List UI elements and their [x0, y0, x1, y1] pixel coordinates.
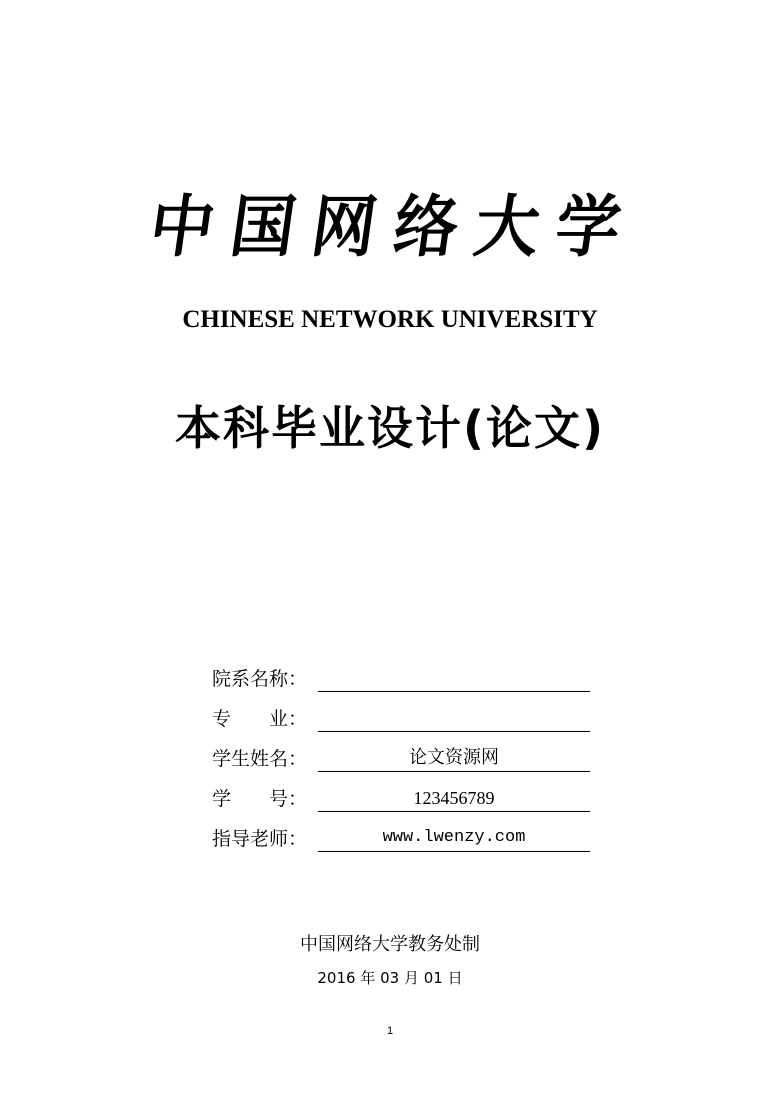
field-label: 院系名称： [212, 668, 308, 690]
university-name-english: CHINESE NETWORK UNIVERSITY [182, 306, 598, 333]
student-info-form [212, 652, 592, 852]
field-value-student-id: 123456789 [318, 785, 590, 812]
field-value-department [318, 665, 590, 692]
field-value-major [318, 705, 590, 732]
field-label: 学生姓名： [212, 748, 308, 770]
field-label: 专 业： [212, 708, 308, 730]
page-number: 1 [386, 1025, 394, 1037]
field-label: 指导老师： [212, 828, 308, 850]
university-calligraphy-title [144, 188, 626, 268]
calligraphy-char: 国 [225, 188, 301, 267]
field-value-advisor: www.lwenzy.com [318, 825, 590, 852]
document-title: 本科毕业设计(论文) [174, 401, 606, 455]
calligraphy-char: 网 [306, 188, 382, 267]
field-row-advisor [212, 812, 592, 852]
field-label: 学 号： [212, 788, 308, 810]
calligraphy-char: 中 [144, 188, 220, 267]
field-row-student-name [212, 732, 592, 772]
calligraphy-char: 络 [388, 188, 464, 267]
issuing-office: 中国网络大学教务处制 [300, 934, 480, 955]
field-row-department [212, 652, 592, 692]
issue-date: 2016 年 03 月 01 日 [317, 969, 463, 987]
field-row-major [212, 692, 592, 732]
field-row-student-id [212, 772, 592, 812]
field-value-student-name: 论文资源网 [318, 745, 590, 772]
calligraphy-char: 大 [469, 188, 545, 267]
calligraphy-char: 学 [550, 188, 626, 267]
